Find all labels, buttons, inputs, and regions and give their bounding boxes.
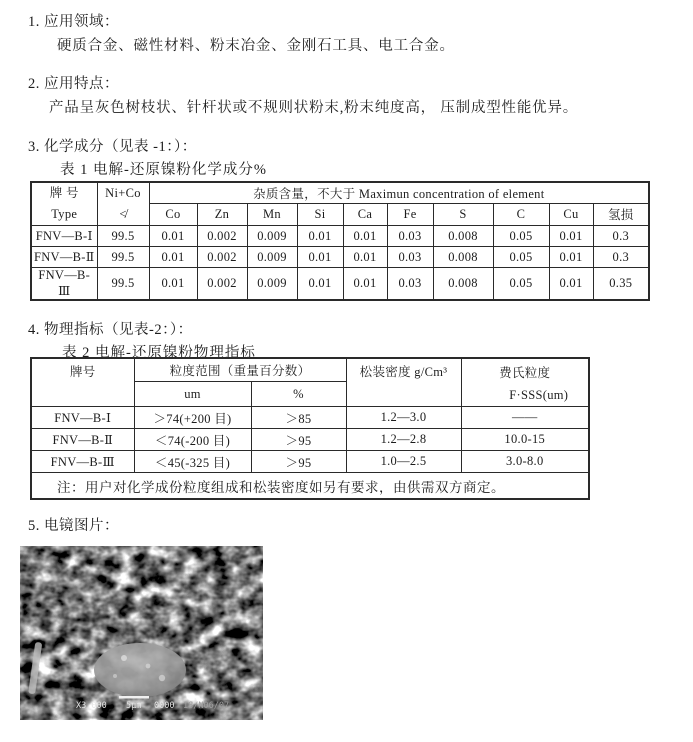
t2-note: 注：用户对化学成份粒度组成和松装密度如另有要求，由供需双方商定。	[31, 473, 589, 500]
t1-cell: 0.01	[297, 268, 343, 301]
table-row	[31, 268, 649, 301]
sem-speck	[159, 675, 165, 681]
t1-header-type	[31, 182, 97, 226]
t1-cell-type: FNV—B-Ⅱ	[31, 247, 97, 268]
t2-header-brand: 牌号	[31, 358, 134, 407]
t1-header-nico-label: Ni+Co	[105, 186, 141, 200]
table-row	[31, 451, 589, 473]
section-3-heading: 3. 化学成分（见表 -1：）：	[28, 139, 197, 155]
table-1-caption: 表 1 电解-还原镍粉化学成分%	[60, 162, 267, 178]
t1-cell: 0.01	[549, 247, 593, 268]
t1-cell: 0.01	[149, 226, 197, 247]
t1-cell: 0.008	[433, 247, 493, 268]
t1-cell: 0.3	[593, 226, 649, 247]
t2-cell-type: FNV—B-Ⅲ	[31, 451, 134, 473]
t2-cell-pct: ＞95	[251, 451, 346, 473]
chemical-composition-table	[30, 181, 650, 301]
sem-magnification: X3,000	[76, 701, 107, 711]
t2-header-size-range: 粒度范围（重量百分数）	[134, 358, 346, 382]
t1-cell: 0.002	[197, 268, 247, 301]
t2-cell-pct: ＞85	[251, 407, 346, 429]
t1-cell: 0.01	[343, 268, 387, 301]
t1-cell: 0.009	[247, 247, 297, 268]
sem-date-stamp: 18/N06/07	[183, 701, 230, 711]
sem-large-particle	[94, 643, 186, 697]
t1-cell: 0.03	[387, 268, 433, 301]
t1-header-element-cu: Cu	[549, 203, 593, 225]
t1-cell-type: FNV—B-Ⅲ	[31, 268, 97, 301]
t1-cell: 0.008	[433, 268, 493, 301]
sem-speck	[146, 664, 151, 669]
t1-header-element-si: Si	[297, 203, 343, 225]
t2-header-fisher	[461, 358, 589, 407]
t1-cell: 0.01	[343, 226, 387, 247]
t2-header-density: 松装密度 g/Cm³	[346, 358, 461, 407]
table-row	[31, 407, 589, 429]
sem-image	[20, 546, 263, 720]
t1-header-element-s: S	[433, 203, 493, 225]
t1-cell: 0.008	[433, 226, 493, 247]
t2-header-pct: %	[251, 382, 346, 407]
t2-cell-density: 1.0—2.5	[346, 451, 461, 473]
t2-cell-type: FNV—B-Ⅰ	[31, 407, 134, 429]
t1-cell: 0.009	[247, 226, 297, 247]
t2-cell-fisher: 3.0-8.0	[461, 451, 589, 473]
t1-cell-nico: 99.5	[97, 268, 149, 301]
t1-header-hydrogen-loss: 氢损	[593, 203, 649, 225]
t1-header-nico-symbol: ≮	[119, 207, 127, 221]
section-2-body: 产品呈灰色树枝状、针杆状或不规则状粉末,粉末纯度高， 压制成型性能优异。	[49, 100, 579, 116]
table-row	[31, 247, 649, 268]
t2-cell-fisher: 10.0-15	[461, 429, 589, 451]
t1-header-element-fe: Fe	[387, 203, 433, 225]
t1-cell: 0.009	[247, 268, 297, 301]
t1-cell: 0.35	[593, 268, 649, 301]
t2-header-fisher-cn: 费氏粒度	[499, 366, 551, 380]
t1-cell: 0.05	[493, 247, 549, 268]
t1-cell: 0.002	[197, 247, 247, 268]
t1-header-element-mn: Mn	[247, 203, 297, 225]
section-1-body: 硬质合金、磁性材料、粉末冶金、金刚石工具、电工合金。	[57, 38, 455, 54]
t1-cell: 0.05	[493, 226, 549, 247]
t1-cell: 0.05	[493, 268, 549, 301]
t2-cell-density: 1.2—2.8	[346, 429, 461, 451]
section-1-heading: 1. 应用领域：	[28, 14, 119, 30]
t1-cell: 0.3	[593, 247, 649, 268]
t1-cell-type: FNV—B-Ⅰ	[31, 226, 97, 247]
t2-cell-type: FNV—B-Ⅱ	[31, 429, 134, 451]
t2-header-fisher-unit: F·SSS(um)	[509, 388, 569, 402]
table-note-row	[31, 473, 589, 500]
sem-micrograph	[20, 546, 263, 720]
t1-header-type-cn: 牌 号	[49, 186, 79, 200]
t1-cell: 0.03	[387, 226, 433, 247]
t1-header-nico	[97, 182, 149, 226]
t1-header-element-c: C	[493, 203, 549, 225]
t1-header-impurity: 杂质含量，不大于 Maximun concentration of element	[149, 182, 649, 203]
sem-scale-label: 5μm	[126, 701, 142, 711]
section-2-heading: 2. 应用特点：	[28, 76, 119, 92]
t1-header-element-zn: Zn	[197, 203, 247, 225]
t1-header-type-en: Type	[51, 207, 78, 221]
t1-cell: 0.01	[149, 247, 197, 268]
table-2-caption: 表 2 电解-还原镍粉物理指标	[62, 345, 256, 361]
sem-scale-bar	[119, 696, 149, 699]
t1-cell: 0.01	[149, 268, 197, 301]
physical-properties-table	[30, 357, 590, 500]
section-5-heading: 5. 电镜图片：	[28, 518, 119, 534]
t1-cell-nico: 99.5	[97, 226, 149, 247]
section-4-heading: 4. 物理指标（见表-2：）：	[28, 322, 193, 338]
t1-cell-nico: 99.5	[97, 247, 149, 268]
table-row	[31, 429, 589, 451]
t1-cell: 0.03	[387, 247, 433, 268]
t1-cell: 0.01	[343, 247, 387, 268]
t1-header-element-co: Co	[149, 203, 197, 225]
t1-cell: 0.002	[197, 226, 247, 247]
t1-cell: 0.01	[297, 247, 343, 268]
t1-cell: 0.01	[297, 226, 343, 247]
t2-cell-um: ＜45(-325 目)	[134, 451, 251, 473]
sem-speck	[121, 655, 127, 661]
t2-cell-um: ＞74(+200 目)	[134, 407, 251, 429]
sem-speck	[113, 674, 117, 678]
t2-cell-density: 1.2—3.0	[346, 407, 461, 429]
t2-cell-pct: ＞95	[251, 429, 346, 451]
t2-cell-um: ＜74(-200 目)	[134, 429, 251, 451]
t1-header-element-ca: Ca	[343, 203, 387, 225]
sem-counter: 0000	[154, 701, 175, 711]
table-row	[31, 226, 649, 247]
t2-cell-fisher: ——	[461, 407, 589, 429]
t2-header-um: um	[134, 382, 251, 407]
t1-cell: 0.01	[549, 226, 593, 247]
t1-cell: 0.01	[549, 268, 593, 301]
